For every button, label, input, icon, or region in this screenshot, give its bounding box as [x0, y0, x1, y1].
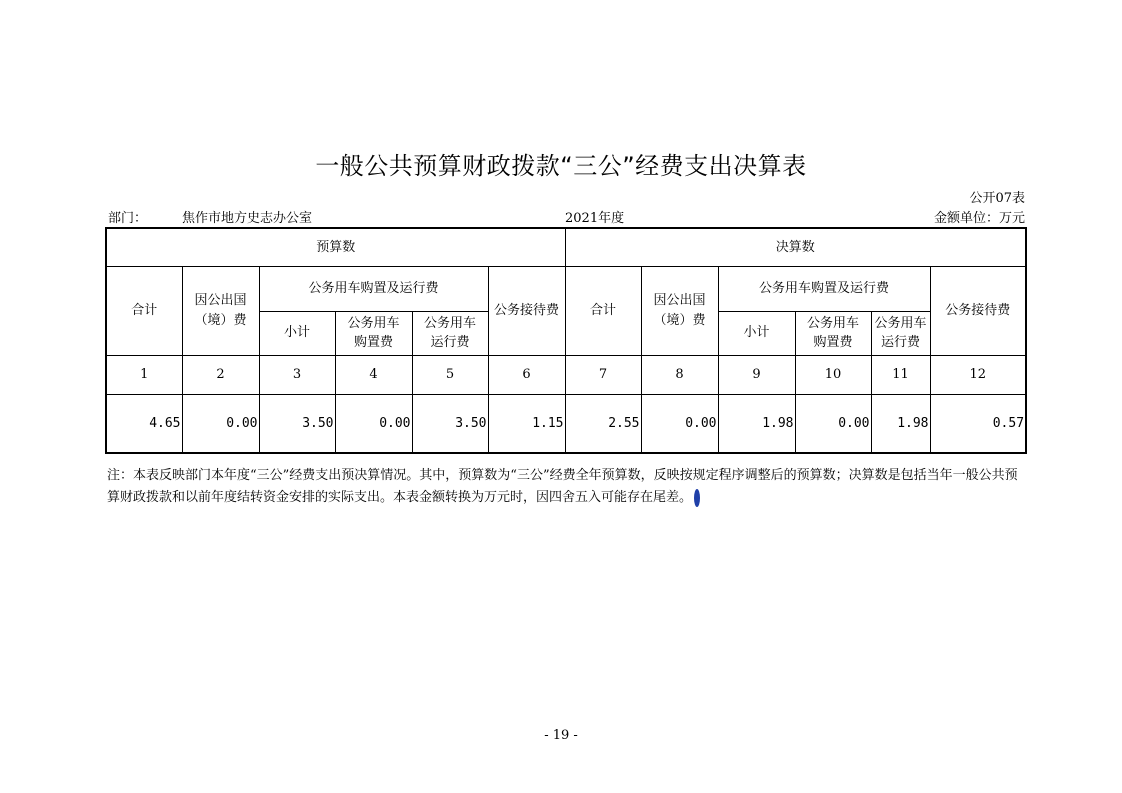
- page-number: - 19 -: [544, 728, 578, 743]
- amount-unit: 金额单位：万元: [933, 211, 1025, 226]
- header-line: 购置费: [353, 335, 393, 350]
- column-number: 11: [871, 355, 930, 394]
- column-number: 7: [565, 355, 641, 394]
- budget-total-header: 合计: [106, 266, 182, 355]
- header-line: 购置费: [813, 335, 853, 350]
- value-cell: 1.15: [488, 394, 565, 453]
- final-vehicle-operation-header: [871, 311, 930, 355]
- column-number: 10: [795, 355, 871, 394]
- department-name: 焦作市地方史志办公室: [182, 211, 313, 226]
- header-line: 运行费: [430, 335, 470, 350]
- note-text: 注：本表反映部门本年度“三公”经费支出预决算情况。其中，预算数为“三公”经费全年预算数，反映按规定程序调整后的预算数；决算数是包括当年一般公共预算财政拨款和以前年度结转资金安排的实际支出。本表金额转换为万元时，因四舍五入可能存在尾差。: [107, 468, 1018, 505]
- value-cell: 2.55: [565, 394, 641, 453]
- form-number: 公开07表: [969, 191, 1025, 206]
- budget-subtotal-header: 小计: [259, 311, 335, 355]
- header-line: 因公出国: [653, 293, 706, 308]
- final-vehicle-purchase-header: [795, 311, 871, 355]
- value-cell: 3.50: [412, 394, 488, 453]
- column-number: 3: [259, 355, 335, 394]
- value-cell: 0.00: [182, 394, 259, 453]
- fiscal-year: 2021年度: [565, 211, 625, 226]
- final-reception-header: 公务接待费: [930, 266, 1026, 355]
- final-vehicle-group-header: 公务用车购置及运行费: [718, 266, 930, 311]
- header-line: 运行费: [881, 335, 921, 350]
- budget-vehicle-purchase-header: [335, 311, 412, 355]
- value-cell: 1.98: [718, 394, 795, 453]
- value-cell: 4.65: [106, 394, 182, 453]
- budget-abroad-header: [182, 266, 259, 355]
- column-number: 6: [488, 355, 565, 394]
- three-public-expenses-table: [105, 227, 1027, 454]
- header-line: 公务用车: [423, 315, 476, 331]
- budget-reception-header: 公务接待费: [488, 266, 565, 355]
- budget-group-header: 预算数: [106, 228, 565, 266]
- header-line: 公务用车: [347, 315, 400, 331]
- header-line: 公务用车: [874, 315, 927, 331]
- header-line: 因公出国: [194, 293, 247, 308]
- column-number: 4: [335, 355, 412, 394]
- final-group-header: 决算数: [565, 228, 1026, 266]
- column-number: 1: [106, 355, 182, 394]
- value-cell: 0.00: [641, 394, 718, 453]
- page-title: 一般公共预算财政拨款“三公”经费支出决算表: [315, 152, 807, 180]
- column-number: 5: [412, 355, 488, 394]
- value-cell: 0.00: [795, 394, 871, 453]
- value-cell: 0.00: [335, 394, 412, 453]
- value-row: [106, 394, 1026, 453]
- column-number: 12: [930, 355, 1026, 394]
- header-line: （境）费: [653, 312, 706, 328]
- column-number: 9: [718, 355, 795, 394]
- budget-vehicle-operation-header: [412, 311, 488, 355]
- column-number-row: [106, 355, 1026, 394]
- budget-vehicle-group-header: 公务用车购置及运行费: [259, 266, 488, 311]
- department-label: 部门：: [108, 211, 148, 226]
- final-total-header: 合计: [565, 266, 641, 355]
- group-header-row: [106, 228, 1026, 266]
- table-note: [107, 465, 1027, 509]
- value-cell: 0.57: [930, 394, 1026, 453]
- column-number: 8: [641, 355, 718, 394]
- final-abroad-header: [641, 266, 718, 355]
- header-line: （境）费: [194, 312, 247, 328]
- value-cell: 3.50: [259, 394, 335, 453]
- header-row-1: [106, 266, 1026, 311]
- value-cell: 1.98: [871, 394, 930, 453]
- column-number: 2: [182, 355, 259, 394]
- header-line: 公务用车: [807, 315, 860, 331]
- text-cursor-icon: [694, 489, 700, 507]
- final-subtotal-header: 小计: [718, 311, 795, 355]
